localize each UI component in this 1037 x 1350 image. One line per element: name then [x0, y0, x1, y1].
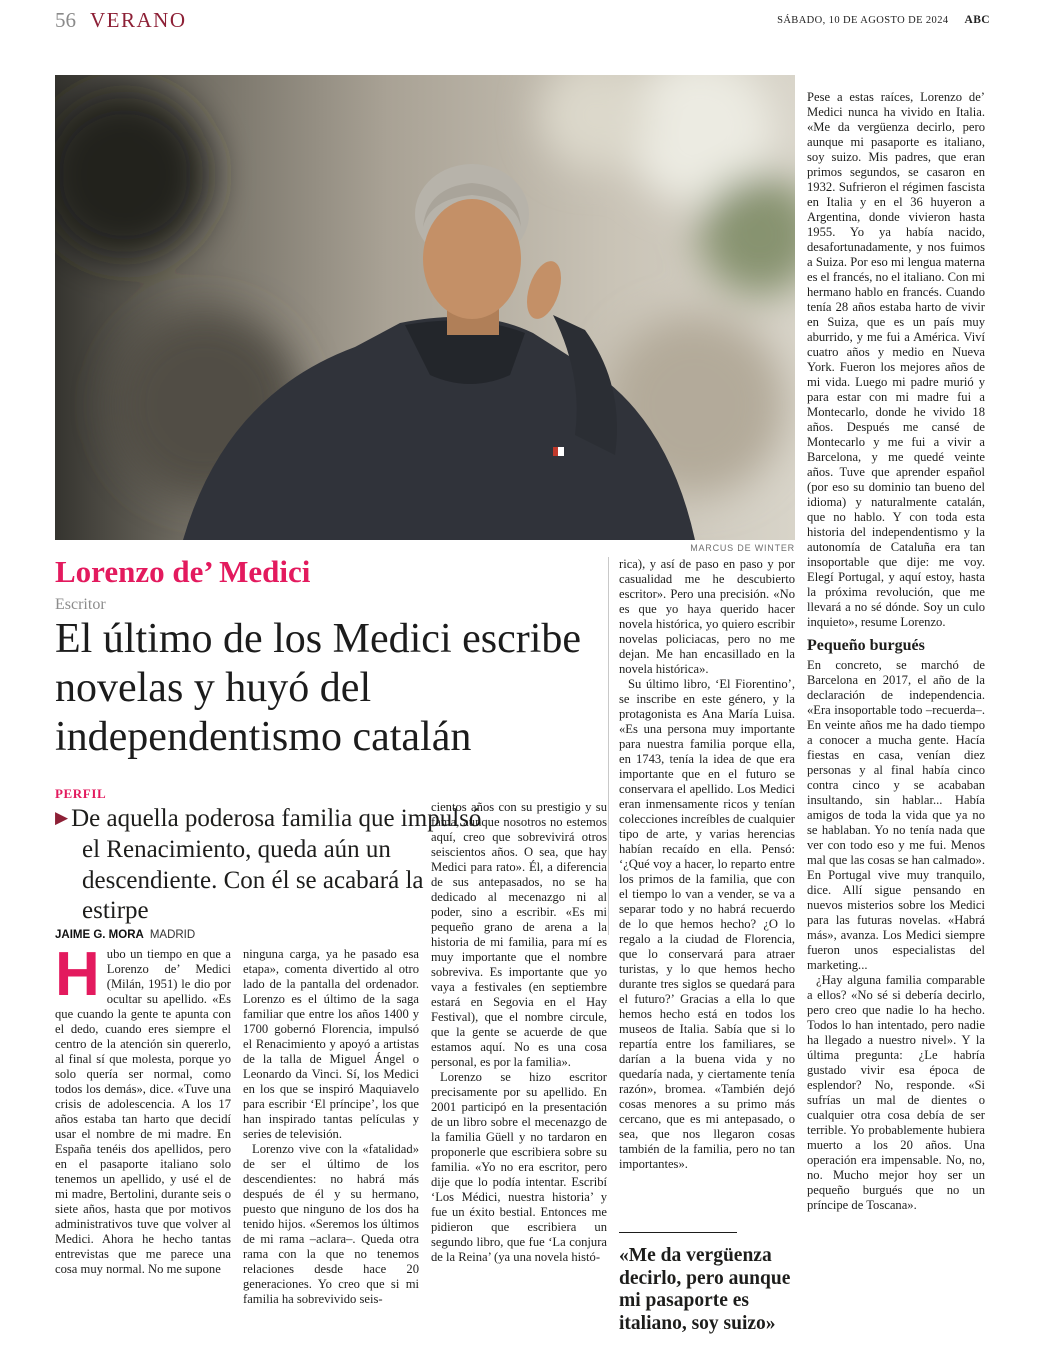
- byline: [55, 929, 195, 941]
- paragraph: Su último libro, ‘El Fiorentino’, se inscribe en este género, y la protagonista es Ana María Luisa. «Es una persona muy importante para nuestra familia porque ella, en 1743, tenía la idea de que era importante que en el futuro se conservara el apellido. Los Medici eran inmensamente ricos y tenían colecciones increíbles de cualquier tipo de arte, y varias herencias habían recaído en ella. Pensó: ‘¿Qué voy a hacer, lo reparto entre los primos de la familia, que con el tiempo lo van a vender, se va a separar todo y no habrá recuerdo de lo que hemos hecho? ¿O lo regalo a la ciudad de Florencia, que lo conservará para atraer turistas, y lo que hemos hecho durante tres siglos se quedará para el futuro?’ Gracias a ella lo que hemos hecho está en todos los museos de Italia. Sabía que si lo repartía entre los familiares, se darían a la buena vida y no quedaría nada, y ciertamente tenía razón», bromea. «También dejó cosas menores a su primo más cercano, que es mi antepasado, o sea, que nos llegaron cosas también de la familia, pero no tan importantes».: [619, 677, 795, 1171]
- pull-quote-rule: [619, 1232, 737, 1233]
- paragraph: ¿Hay alguna familia comparable a ellos? «No sé si debería decirlo, pero creo que nadie lo ha hecho. Todos lo han intentado, pero nadie ha llegado a nuestro nivel». Y la última pregunta: ¿Le habría gustado vivir esa época de esplendor? No, responde. «Si sufrías un mal de dientes o cualquier otra cosa debía de ser terrible. Yo probablemente hubiera muerto a los 20 años. Una operación era impensable. No, no, no. Mucho mejor hoy ser un pequeño burgués que no un príncipe de Toscana».: [807, 972, 985, 1212]
- body-column-4: [619, 557, 795, 1225]
- paragraph: [55, 947, 231, 1277]
- article-photo: [55, 75, 795, 540]
- paragraph: rica), y así de paso en paso y por casualidad me he descubierto escritor». Pero una precisión. «No es que yo haya querido hacer novela histórica, yo quiero escribir novelas policiacas, pero no me dejan. Me han encasillado en la novela histórica».: [619, 557, 795, 676]
- photo-credit: MARCUS DE WINTER: [690, 543, 795, 553]
- paragraph: Lorenzo vive con la «fatalidad» de ser el último de los descendientes: no habrá más después de él y su hermano, puesto que ninguno de los dos ha tenido hijos. «Seremos los últimos de mi rama –aclara–. Queda otra rama con la que no tenemos relaciones desde hace 20 generaciones. Yo creo que si mi familia ha sobrevivido seis-: [243, 1142, 419, 1306]
- section-label: PERFIL: [55, 786, 107, 801]
- paragraph-text: ubo un tiempo en que a Lorenzo de’ Medici (Milán, 1951) le dio por ocultar su apellido. «Es que cuando la gente te apunta con el dedo, cuando eres siempre el centro de la atención sin quererlo, al final sí que molesta, porque yo solo quería ser normal, como todos los demás», dice. «Tuve una crisis de adolescencia. A los 17 años estaba tan harto que decidí usar el nombre de mi madre. En España tenéis dos apellidos, pero en el pasaporte italiano solo tenemos un apellido, y usé el de mi madre, Bertolini, durante seis o siete años, hasta que por motivos administrativos tuve que volver al Medici. Ahora he hecho tantas entrevistas que me parece una cosa muy normal. No me supone: [55, 947, 231, 1276]
- masthead-brand: ABC: [964, 14, 990, 26]
- article-deck: [55, 804, 490, 927]
- body-column-1: [55, 947, 231, 1332]
- body-column-2: [243, 947, 419, 1337]
- byline-location: MADRID: [149, 929, 196, 941]
- drop-cap: H: [55, 947, 100, 1009]
- paragraph: Lorenzo se hizo escritor precisamente por su apellido. En 2001 participó en la presentación de un libro sobre el mecenazgo de la familia Güell y no tardaron en proponerle que escribiera sobre su familia. «Yo no era escritor, pero dije que lo podía intentar. Escribí ‘Los Médici, nuestra historia’ y fue un éxito bestial. Entonces me pidieron que escribiera un segundo libro, que fue ‘La conjura de la Reina’ (ya una novela histó-: [431, 1070, 607, 1264]
- body-column-5: [807, 90, 985, 1338]
- article-kicker: Lorenzo de’ Medici: [55, 554, 311, 589]
- paragraph: Pese a estas raíces, Lorenzo de’ Medici nunca ha vivido en Italia. «Me da vergüenza decirlo, pero aunque mi pasaporte es italiano, soy suizo. Mis padres, que eran primos segundos, se casaron en 1932. Sufrieron el régimen fascista en Italia y en el 36 huyeron a Argentina, donde vivieron hasta 1955. Yo ya había nacido, desafortunadamente, y nos fuimos a Suiza. Por eso mi lengua materna es el francés, no el italiano. Con mi hermano hablo en francés. Cuando tenía 28 años estaba harto de vivir en Suiza, que es un país muy aburrido, y me fui a América. Viví cuatro años y medio en Nueva York. Fueron los mejores años de mi vida. Luego mi padre murió y para estar con mi madre fui a Montecarlo, donde he vivido 18 años. Después me cansé de Montecarlo y me fui a vivir a Barcelona, y me quedé veinte años. Tuve que aprender español (por eso su dominio tan bueno del idioma) y naturalmente catalán, que no hablo. Y con toda esta historia del independentismo y la autonomía de Cataluña era tan insoportable que dije: me voy. Elegí Portugal, y aquí estoy, hasta la próxima revolución, que me llevará a no sé dónde. Soy un culo inquieto», resume Lorenzo.: [807, 90, 985, 629]
- byline-author: JAIME G. MORA: [55, 929, 144, 941]
- page-header: [55, 8, 990, 34]
- paragraph: ninguna carga, ya he pasado esa etapa», comenta divertido al otro lado de la pantalla del ordenador. Lorenzo es el último de la saga familiar que entre los años 1400 y 1700 gobernó Florencia, impulsó el Renacimiento y apoyó a artistas de la talla de Miguel Ángel o Leonardo da Vinci. Sí, los Medici en los que se inspiró Maquiavelo para escribir ‘El príncipe’, los que han inspirado tantas películas y series de televisión.: [243, 947, 419, 1141]
- column-rule: [608, 557, 609, 935]
- deck-arrow-icon: ▶: [55, 808, 69, 827]
- article-headline: El último de los Medici escribe novelas y huyó del independentismo catalán: [55, 616, 582, 761]
- page-number: 56: [55, 8, 76, 32]
- body-column-3: [431, 800, 607, 1337]
- kicker-role: Escritor: [55, 596, 106, 613]
- portrait-illustration: [55, 75, 795, 540]
- pull-quote: «Me da vergüenza decirlo, pero aunque mi pasaporte es italiano, soy suizo»: [619, 1245, 791, 1334]
- deck-text: De aquella poderosa familia que impulsó el Renacimiento, queda aún un descendiente. Con él se acabará la estirpe: [71, 805, 482, 925]
- issue-date: SÁBADO, 10 DE AGOSTO DE 2024: [777, 15, 949, 26]
- paragraph: cientos años con su prestigio y su fama, aunque nosotros no estemos aquí, creo que sobrevivirá otros seiscientos años. O sea, que hay Medici para rato». Él, a diferencia de sus antepasados, no se ha dedicado al mecenazgo ni al poder, sino a escribir. «Es mi pequeño grano de arena a la historia de mi familia, para mí es muy importante que el nombre sobreviva. Es importante que yo vaya a festivales (en septiembre estará en Segovia en el Hay Festival), que el nombre circule, que la gente se acuerde de que estamos aquí. No es una cosa personal, es por la familia».: [431, 800, 607, 1069]
- section-title: VERANO: [90, 8, 187, 32]
- paragraph: En concreto, se marchó de Barcelona en 2017, el año de la declaración de independencia. «Era insoportable todo –recuerda–. En veinte años me ha dado tiempo a conocer a mucha gente. Hacía fiestas en casa, venían diez personas y al final había cinco contra cinco y se acababan insultando, sin hablar... Había amigos de toda la vida que ya no se hablaban. Yo no tenía nada que ver con todo eso y me fui. Menos mal que las cosas se han calmado». En Portugal vive muy tranquilo, dice. Allí sigue pensando en nuevos misterios sobre los Medici para las futuras novelas. «Habrá más», avanza. Los Medici siempre fueron unos especialistas del marketing...: [807, 657, 985, 972]
- header-right: [777, 14, 990, 26]
- subhead: Pequeño burgués: [807, 637, 925, 654]
